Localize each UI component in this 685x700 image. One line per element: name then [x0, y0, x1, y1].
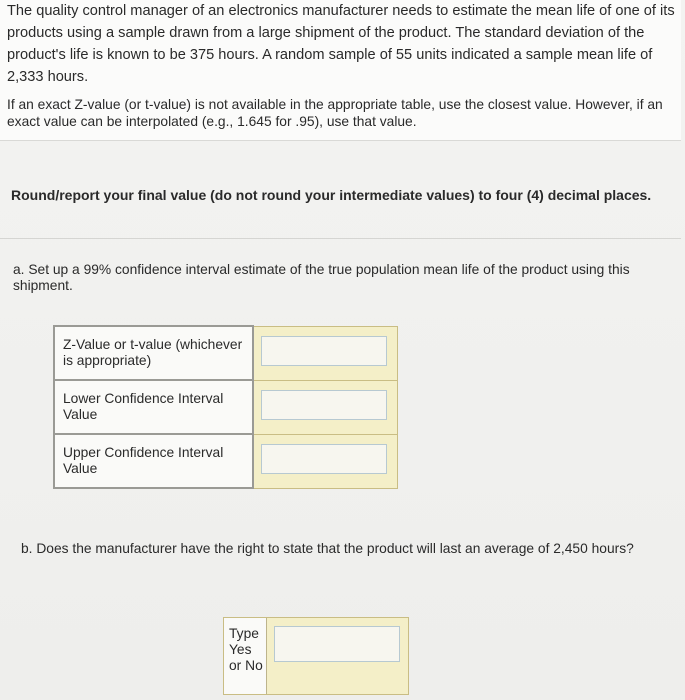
part-a-question: a. Set up a 99% confidence interval estimate of the true population mean life of the product using this shipment.	[13, 262, 630, 293]
part-b-question: b. Does the manufacturer have the right to state that the product will last an average of 2,450 hours?	[21, 541, 634, 556]
yes-no-label: Type Yes or No	[224, 618, 267, 694]
section-divider	[0, 238, 681, 239]
yes-no-cell	[267, 618, 408, 694]
table-row	[54, 434, 398, 488]
lower-ci-input[interactable]	[261, 390, 387, 420]
problem-intro: The quality control manager of an electronics manufacturer needs to estimate the mean life of one of its products using a sample drawn from a large shipment of the product. The standard deviation of the product's life is known to be 375 hours. A random sample of 55 units indicated a sample mean life of 2,333 hours.	[7, 3, 675, 85]
rounding-instruction: Round/report your final value (do not round your intermediate values) to four (4) decimal places.	[11, 187, 652, 203]
z-value-input[interactable]	[261, 336, 387, 366]
upper-ci-cell	[253, 434, 398, 488]
confidence-interval-table	[53, 325, 398, 489]
z-value-cell	[253, 326, 398, 380]
upper-ci-input[interactable]	[261, 444, 387, 474]
problem-statement-block	[0, 0, 681, 141]
yes-no-input[interactable]	[274, 626, 400, 662]
upper-ci-label: Upper Confidence Interval Value	[54, 434, 253, 488]
lower-ci-cell	[253, 380, 398, 434]
z-value-label: Z-Value or t-value (whichever is appropriate)	[54, 326, 253, 380]
yes-no-answer-table	[223, 617, 409, 695]
table-value-note: If an exact Z-value (or t-value) is not available in the appropriate table, use the closest value. However, if an exact value can be interpolated (e.g., 1.645 for .95), use that value.	[7, 97, 663, 129]
lower-ci-label: Lower Confidence Interval Value	[54, 380, 253, 434]
table-row	[54, 326, 398, 380]
table-row	[54, 380, 398, 434]
